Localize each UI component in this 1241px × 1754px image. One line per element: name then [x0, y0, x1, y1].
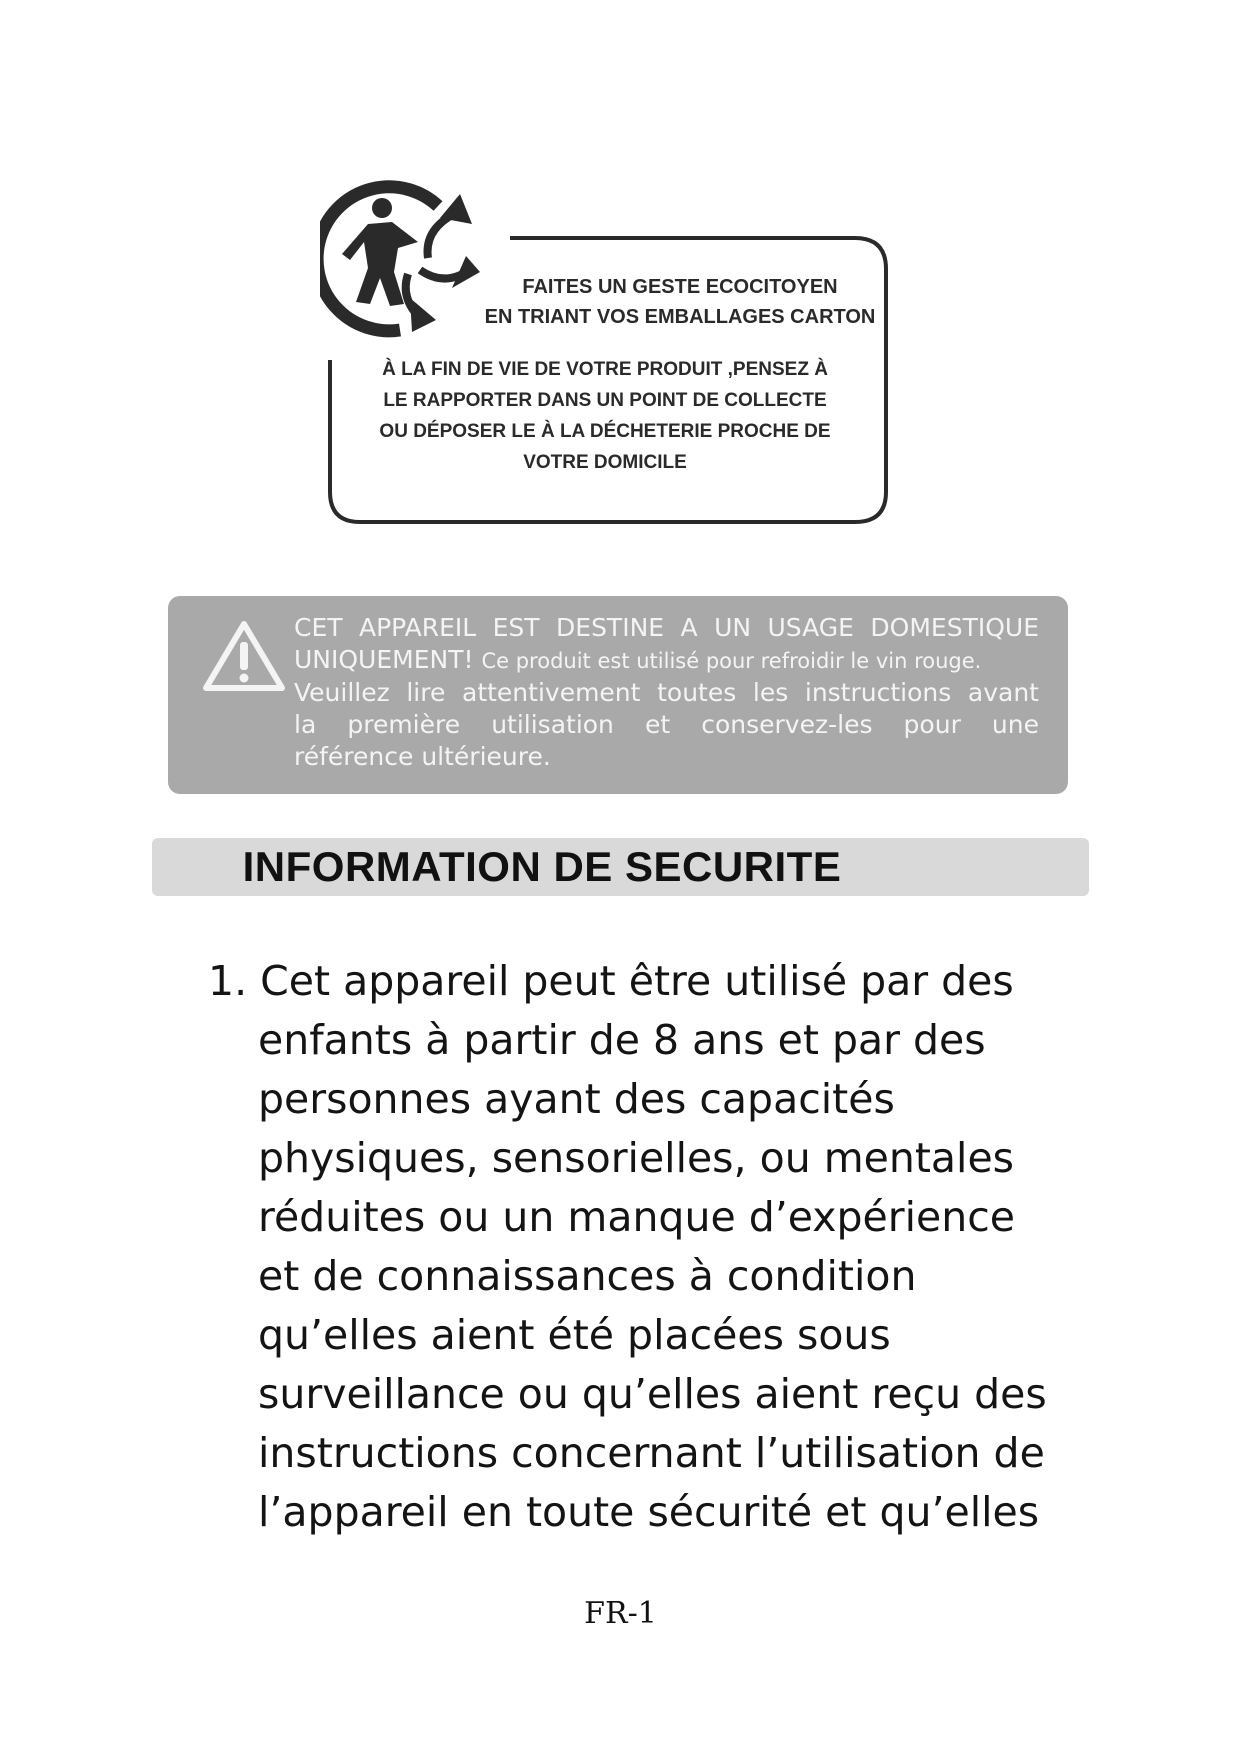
warning-line: Veuillez lire attentivement toutes les instructions avant — [294, 678, 1039, 707]
warning-caps: UNIQUEMENT! — [294, 645, 474, 674]
safety-item-line: et de connaissances à condition — [258, 1252, 917, 1300]
section-title: INFORMATION DE SECURITE — [242, 843, 842, 890]
warning-line — [294, 644, 1039, 677]
safety-item-line: physiques, sensorielles, ou mentales — [258, 1134, 1015, 1182]
warning-line: la première utilisation et conservez-les pour une — [294, 710, 1039, 739]
eco-body-line: VOTRE DOMICILE — [523, 452, 687, 473]
eco-body-line: OU DÉPOSER LE À LA DÉCHETERIE PROCHE DE — [379, 421, 831, 442]
safety-item-line: surveillance ou qu’elles aient reçu des — [258, 1370, 1047, 1418]
safety-item-line: personnes ayant des capacités — [258, 1075, 895, 1123]
safety-item-line: 1. Cet appareil peut être utilisé par des — [208, 957, 1014, 1005]
page-number: FR-1 — [584, 1596, 657, 1631]
eco-body-line: LE RAPPORTER DANS UN POINT DE COLLECTE — [383, 390, 827, 411]
eco-badge — [320, 172, 892, 528]
eco-headline-line: FAITES UN GESTE ECOCITOYEN — [522, 276, 838, 298]
section-title-bar — [152, 838, 1089, 896]
warning-product-use: Ce produit est utilisé pour refroidir le vin rouge. — [481, 649, 982, 673]
warning-line: CET APPAREIL EST DESTINE A UN USAGE DOMESTIQUE — [294, 613, 1039, 642]
warning-line: référence ultérieure. — [294, 742, 551, 771]
safety-item-1 — [208, 952, 1108, 1542]
safety-item-line: l’appareil en toute sécurité et qu’elles — [258, 1488, 1040, 1536]
domestic-use-warning — [168, 596, 1068, 794]
warning-text — [294, 612, 1039, 773]
safety-item-line: instructions concernant l’utilisation de — [258, 1429, 1045, 1477]
eco-badge-body — [360, 354, 850, 478]
eco-badge-headline — [470, 272, 890, 332]
eco-headline-line: EN TRIANT VOS EMBALLAGES CARTON — [484, 306, 876, 328]
safety-item-line: enfants à partir de 8 ans et par des — [258, 1016, 986, 1064]
safety-item-line: réduites ou un manque d’expérience — [258, 1193, 1015, 1241]
triman-recycling-icon — [320, 187, 480, 332]
eco-body-line: À LA FIN DE VIE DE VOTRE PRODUIT ,PENSEZ À — [382, 359, 828, 380]
safety-item-line: qu’elles aient été placées sous — [258, 1311, 891, 1359]
warning-triangle-icon — [202, 618, 286, 694]
